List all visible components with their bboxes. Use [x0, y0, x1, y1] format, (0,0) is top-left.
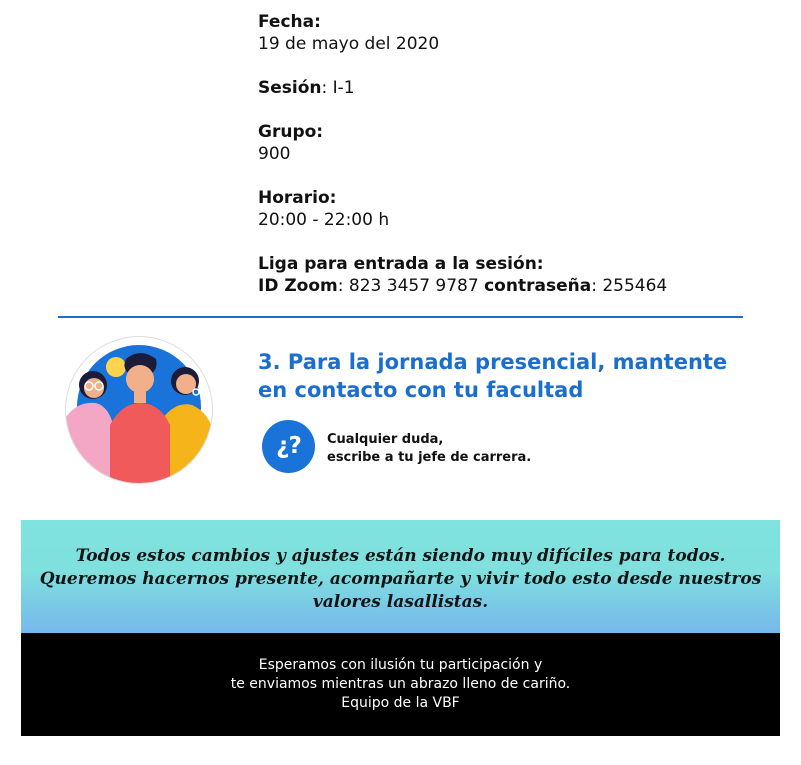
- grupo-block: Grupo: 900: [258, 122, 324, 164]
- question-icon: [262, 420, 315, 473]
- step3-heading: [258, 348, 728, 404]
- step3-heading-line2: en contacto con tu facultad: [258, 378, 584, 402]
- help-text: [327, 431, 531, 467]
- zoom-id-value: 823 3457 9787: [348, 276, 479, 296]
- footer-line2: te enviamos mientras un abrazo lleno de cariño.: [230, 676, 571, 692]
- footer-text: [21, 656, 780, 713]
- liga-block: Liga para entrada a la sesión: ID Zoom: 823 3457 9787 contraseña: 255464: [258, 254, 668, 296]
- group-illustration: [65, 336, 213, 484]
- fecha-label: Fecha: [258, 12, 315, 32]
- horario-label: Horario: [258, 188, 330, 208]
- footer-line3: Equipo de la VBF: [341, 695, 460, 711]
- grupo-value: 900: [258, 144, 291, 164]
- message-band: [21, 520, 780, 633]
- step3-heading-line1: 3. Para la jornada presencial, mantente: [258, 350, 728, 374]
- password-label: contraseña: [484, 276, 592, 296]
- footer-line1: Esperamos con ilusión tu participación y: [258, 657, 543, 673]
- sesion-label: Sesión: [258, 78, 322, 98]
- horario-block: Horario: 20:00 - 22:00 h: [258, 188, 390, 230]
- message-line1: Todos estos cambios y ajustes están siendo muy difíciles para todos.: [75, 546, 726, 566]
- horario-value: 20:00 - 22:00 h: [258, 210, 390, 230]
- sesion-block: Sesión: I-1: [258, 78, 355, 98]
- grupo-label: Grupo: [258, 122, 317, 142]
- sesion-value: I-1: [332, 78, 355, 98]
- message-line3: valores lasallistas.: [312, 592, 489, 612]
- help-text-line2: escribe a tu jefe de carrera.: [327, 450, 532, 465]
- message-text: [21, 545, 780, 614]
- help-text-line1: Cualquier duda,: [327, 432, 444, 447]
- zoom-id-label: ID Zoom: [258, 276, 338, 296]
- fecha-value: 19 de mayo del 2020: [258, 34, 440, 54]
- session-info: [258, 11, 738, 297]
- question-icon-glyph: ¿?: [276, 433, 301, 459]
- liga-label: Liga para entrada a la sesión:: [258, 254, 544, 274]
- section-divider: [58, 316, 743, 318]
- fecha-block: Fecha: 19 de mayo del 2020: [258, 12, 440, 54]
- password-value: 255464: [602, 276, 668, 296]
- message-line2: Queremos hacernos presente, acompañarte y vivir todo esto desde nuestros: [39, 569, 762, 589]
- footer: [21, 633, 780, 736]
